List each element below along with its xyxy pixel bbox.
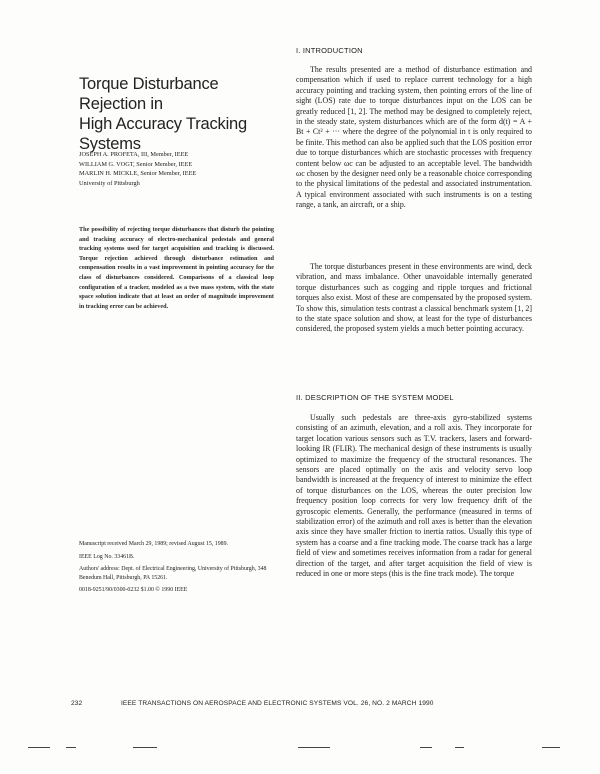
section-2-heading: II. DESCRIPTION OF THE SYSTEM MODEL — [296, 393, 454, 402]
paragraph: Usually such pedestals are three-axis gyro-stabilized systems consisting of an azimuth, elevation, and a roll axis. They incorporate for target location various sensors such as T.V. trackers, lasers and forward-looking IR (FLIR). The mechanical design of these instruments is usually optimized to maximize the frequency of the structural resonances. The sensors are placed optimally on the axis and velocity servo loop bandwidth is increased at the frequency of interest to minimize the effect of torque disturbances on the LOS, whereas the outer precision low frequency position loop corrects for very low frequency drift of the gyroscopic elements. Generally, the performance (measured in terms of stabilization error) of the azimuth and roll axes is better than the elevation axis since they have smaller friction to inertia ratios. Usually this type of system has a coarse and a fine tracking mode. The coarse track has a large field of view and sometimes receives information from a radar for general direction of the target, and after target acquisition the field of view is reduced in one or more steps (this is the fine track mode). The torque — [296, 413, 532, 579]
scan-mark — [28, 747, 50, 748]
journal-citation: IEEE TRANSACTIONS ON AEROSPACE AND ELECTRONIC SYSTEMS VOL. 26, NO. 2 MARCH 1990 — [121, 700, 434, 707]
paper-title — [79, 74, 274, 154]
author-1: JOSEPH A. PROFETA, III, Member, IEEE — [79, 151, 189, 158]
abstract: The possibility of rejecting torque disturbances that disturb the pointing and tracking accuracy of electro-mechanical pedestals and general tracking systems used for target acquisition and tracking is discussed. Torque rejection achieved through disturbance estimation and compensation results in a vast improvement in pointing accuracy for the class of disturbances considered. Comparisons of a classical loop configuration of a tracker, modeled as a two mass system, with the state space solution indicate that at least an order of magnitude improvement in tracking error can be achieved. — [79, 226, 274, 310]
section-1-paragraph-1 — [296, 65, 532, 211]
author-2: WILLIAM G. VOGT, Senior Member, IEEE — [79, 160, 193, 168]
author-block — [79, 150, 274, 188]
title-line-2: High Accuracy Tracking Systems — [79, 115, 248, 153]
paragraph: The results presented are a method of disturbance estimation and compensation which if used to replace current technology for a high accuracy pointing and tracking system, then pointing errors of the line of sight (LOS) rate due to torque disturbances input on the LOS can be greatly reduced [1, 2]. The method may be designed to completely reject, in the steady state, system disturbances which are of the form d(t) = A + Bt + Ct² + ··· where the degree of the polynomial in t is only required to be finite. This method can also be applied such that the LOS position error due to torque disturbances which are stochastic processes with frequency content below ωc can be adjusted to an acceptable level. The bandwidth ωc chosen by the designer need only be a reasonable choice corresponding to the physical limitations of the pedestal and associated instrumentation. A typical environment associated with such instruments is on a testing range, a tank, an aircraft, or a ship. — [296, 65, 532, 210]
page-number: 232 — [71, 700, 83, 707]
footnote-manuscript: Manuscript received March 29, 1989; revised August 15, 1989. — [79, 541, 229, 547]
scan-mark — [420, 747, 432, 748]
footnotes — [79, 540, 274, 599]
section-1-heading: I. INTRODUCTION — [296, 46, 363, 55]
scan-marks — [0, 747, 600, 749]
footnote-log-number: IEEE Log No. 33461B. — [79, 553, 135, 560]
scan-mark — [133, 747, 157, 748]
title-line-1: Torque Disturbance Rejection in — [79, 75, 219, 113]
section-1-paragraph-2 — [296, 262, 532, 335]
author-affiliation: University of Pittsburgh — [79, 179, 140, 187]
author-3: MARLIN H. MICKLE, Senior Member, IEEE — [79, 170, 197, 178]
footnote-copyright: 0018-9251/90/0300-0232 $1.00 © 1990 IEEE — [79, 587, 188, 594]
scan-mark — [542, 747, 560, 748]
section-2-paragraph-1 — [296, 413, 532, 580]
scan-mark — [66, 747, 76, 748]
footnote-address: Authors' address: Dept. of Electrical Engineering, University of Pittsburgh, 348 Benedum Hall, Pittsburgh, PA 15261. — [79, 566, 267, 581]
paragraph: The torque disturbances present in these environments are wind, deck vibration, and mass imbalance. Other unavoidable internally generated torque disturbances such as cogging and ripple torques and frictional torques also exist. Most of these are compensated by the proposed system. To show this, simulation tests contrast a classical benchmark system [1, 2] to the state space solution and show, at least for the type of disturbances considered, the proposed system yields a much better pointing accuracy. — [296, 262, 532, 334]
scan-mark — [298, 747, 330, 748]
scan-mark — [455, 747, 464, 748]
